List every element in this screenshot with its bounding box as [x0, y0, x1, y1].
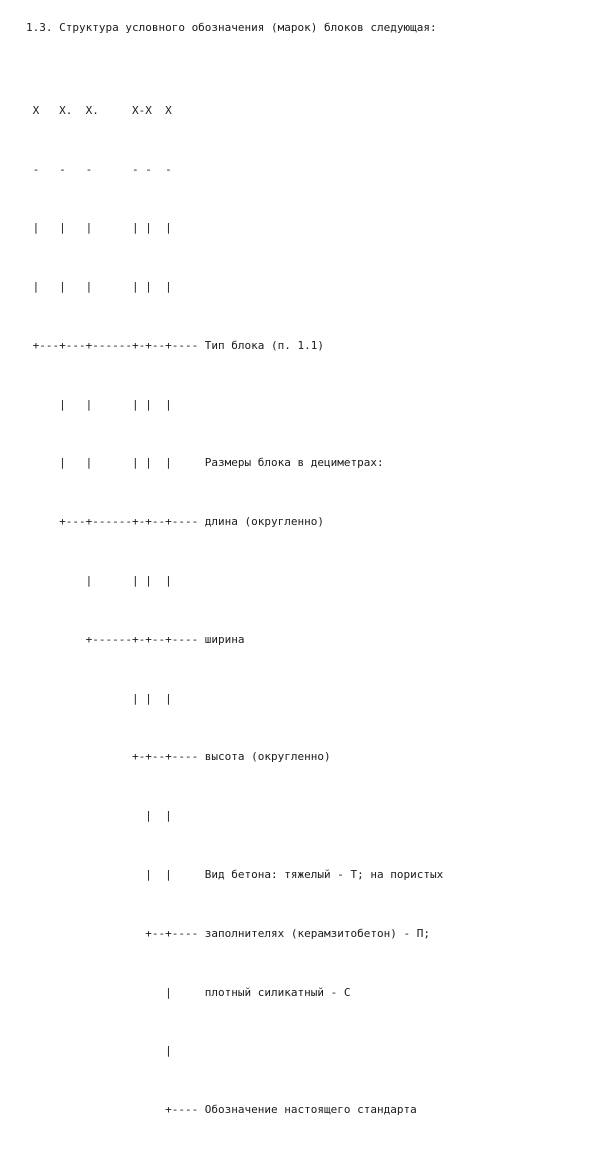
diagram-line-length: +---+------+-+--+---- длина (округленно) — [26, 515, 325, 529]
document-page — [26, 18, 586, 1159]
section-heading: 1.3. Структура условного обозначения (марок) блоков следующая: — [26, 21, 437, 34]
diagram-line-connectors: | | | | — [26, 574, 172, 588]
diagram-line-standard-designation: +---- Обозначение настоящего стандарта — [26, 1103, 417, 1117]
diagram-line-connectors: | — [26, 1044, 172, 1058]
diagram-line-concrete-type-caption: | | Вид бетона: тяжелый - Т; на пористых — [26, 867, 444, 881]
designation-structure-diagram — [26, 62, 586, 1159]
diagram-line-connectors: | | | | | | — [26, 280, 172, 294]
diagram-line-block-type: +---+---+------+-+--+---- Тип блока (п. 1.1) — [26, 338, 325, 352]
diagram-line-dimensions-caption: | | | | | Размеры блока в дециметрах: — [26, 456, 384, 470]
diagram-line-connectors: | | — [26, 809, 172, 823]
diagram-line-connectors: | | | | | | — [26, 221, 172, 235]
diagram-line-width: +------+-+--+---- ширина — [26, 632, 245, 646]
diagram-line-connectors: | | | | | — [26, 397, 172, 411]
diagram-line-header-marks: X X. X. X-X X — [26, 103, 172, 117]
diagram-line-height: +-+--+---- высота (округленно) — [26, 750, 331, 764]
diagram-line-concrete-type: +--+---- заполнителях (керамзитобетон) - П; — [26, 926, 430, 940]
diagram-line-dashes: - - - - - - — [26, 162, 172, 176]
diagram-line-concrete-type-continuation: | плотный силикатный - С — [26, 985, 351, 999]
diagram-line-connectors: | | | — [26, 691, 172, 705]
